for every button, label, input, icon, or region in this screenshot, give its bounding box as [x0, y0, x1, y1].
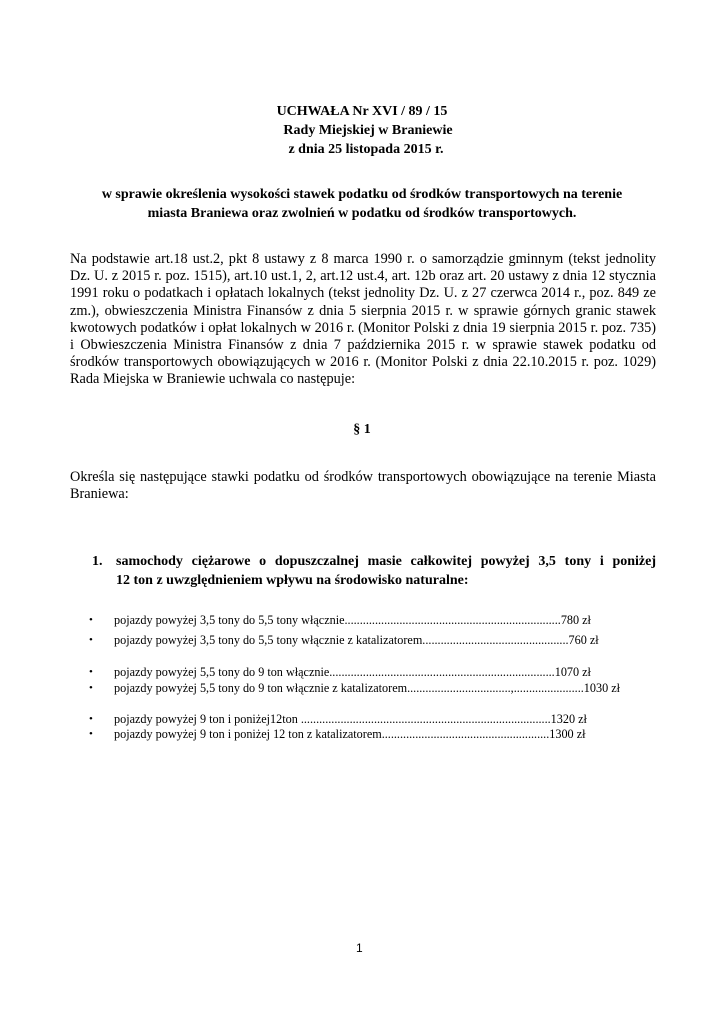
council-name: Rady Miejskiej w Braniewie	[283, 123, 453, 138]
bullet-icon: •	[89, 713, 93, 725]
rate-label: pojazdy powyżej 5,5 tony do 9 ton włącznie z katalizatorem..................................,.......................1030 zł	[114, 681, 621, 695]
rate-label: pojazdy powyżej 9 ton i poniżej12ton ..................................................................................1320 zł	[114, 712, 587, 726]
bullet-icon: •	[89, 614, 93, 626]
page-number: 1	[356, 941, 363, 955]
bullet-icon: •	[89, 682, 93, 694]
section-symbol: § 1	[353, 422, 371, 437]
resolution-title: UCHWAŁA Nr XVI / 89 / 15	[276, 104, 448, 119]
section-intro: Określa się następujące stawki podatku od środków transportowych obowiązujące na terenie Miasta Braniewa:	[70, 469, 656, 503]
resolution-date: z dnia 25 listopada 2015 r.	[288, 142, 444, 157]
rate-label: pojazdy powyżej 3,5 tony do 5,5 tony włącznie z katalizatorem................................................760 zł	[114, 633, 599, 647]
bullet-icon: •	[89, 666, 93, 678]
list-item-line-2: 12 ton z uwzględnieniem wpływu na środowisko naturalne:	[116, 573, 469, 588]
list-item-number: 1.	[92, 554, 103, 569]
subject-line-1: w sprawie określenia wysokości stawek podatku od środków transportowych na terenie	[101, 187, 623, 202]
preamble-paragraph: Na podstawie art.18 ust.2, pkt 8 ustawy z 8 marca 1990 r. o samorządzie gminnym (tekst jednolity Dz. U. z 2015 r. poz. 1515), art.10 ust.1, 2, art.12 ust.4, art. 12b oraz art. 20 ustawy z dnia 12 stycznia 1991 roku o podatkach i opłatach lokalnych (tekst jednolity Dz. U. z 27 czerwca 2014 r., poz. 849 ze zm.), obwieszczenia Ministra Finansów z dnia 5 sierpnia 2015 r. w sprawie górnych granic stawek kwotowych podatków i opłat lokalnych w 2016 r. (Monitor Polski z dnia 19 sierpnia 2015 r. poz. 735) i Obwieszczenia Ministra Finansów z dnia 7 października 2015 r. w sprawie stawek podatku od środków transportowych obowiązujących w 2016 r. (Monitor Polski z dnia 22.10.2015 r. poz. 1029) Rada Miejska w Braniewie uchwala co następuje:	[70, 251, 656, 388]
bullet-icon: •	[89, 728, 93, 740]
rate-label: pojazdy powyżej 9 ton i poniżej 12 ton z katalizatorem.......................................................1300 zł	[114, 727, 586, 741]
rate-label: pojazdy powyżej 5,5 tony do 9 ton włącznie..........................................................................1070 zł	[114, 665, 591, 679]
bullet-icon: •	[89, 634, 93, 646]
list-item-line-1: samochody ciężarowe o dopuszczalnej masie całkowitej powyżej 3,5 tony i poniżej	[116, 554, 656, 569]
rate-label: pojazdy powyżej 3,5 tony do 5,5 tony włącznie.......................................................................780 zł	[114, 613, 591, 627]
subject-line-2: miasta Braniewa oraz zwolnień w podatku od środków transportowych.	[147, 206, 577, 221]
